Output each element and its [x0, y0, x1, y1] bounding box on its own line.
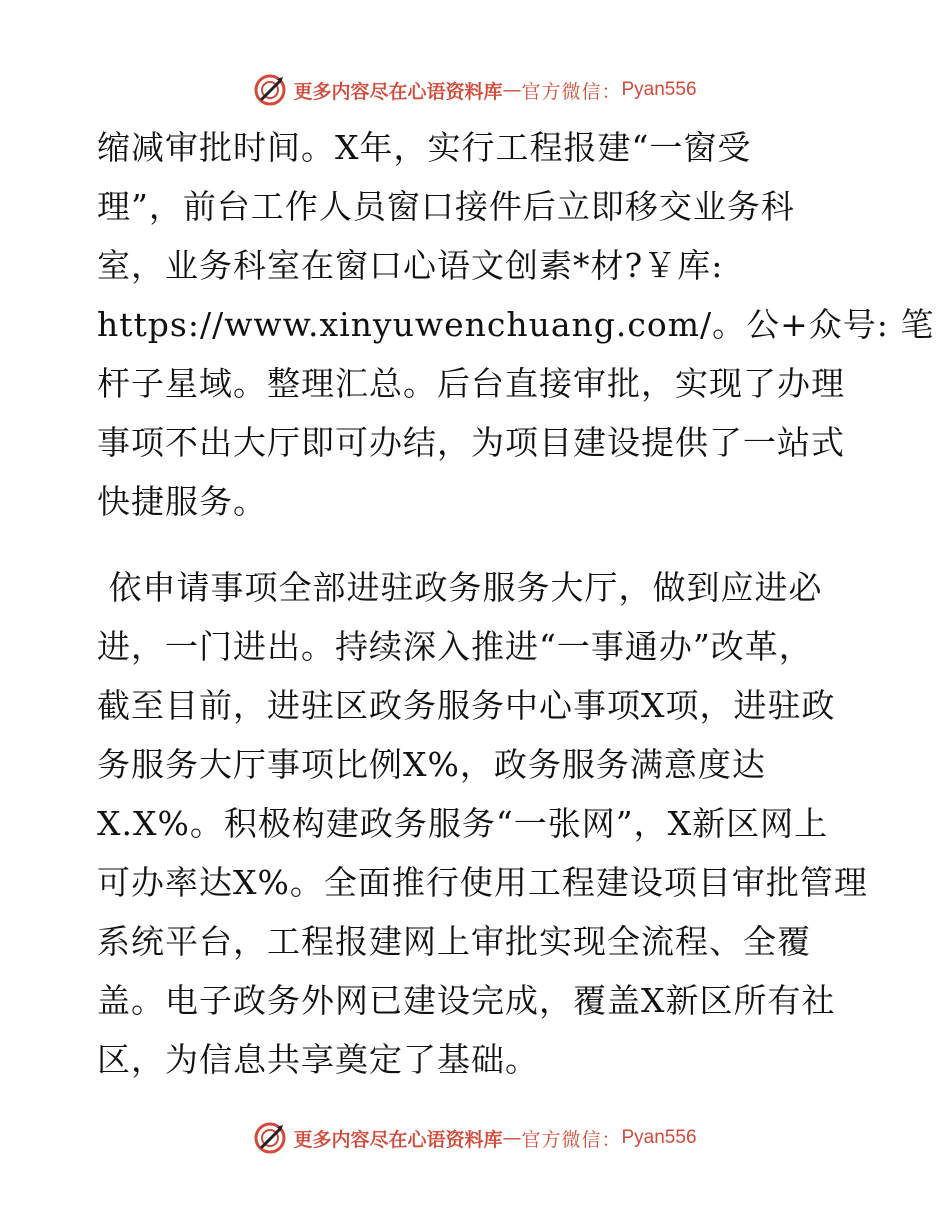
paragraph-1: [97, 118, 935, 531]
text-line: 系统平台，工程报建网上审批实现全流程、全覆: [97, 922, 811, 961]
banner-title: 更多内容尽在心语资料库: [293, 1128, 503, 1151]
banner-title: 更多内容尽在心语资料库: [293, 80, 503, 103]
paragraph-2: [97, 558, 867, 1089]
text-line: 快捷服务。: [97, 482, 267, 521]
text-line: 理”，前台工作人员窗口接件后立即移交业务科: [97, 187, 795, 226]
text-line: 进，一门进出。持续深入推进“一事通办”改革，: [97, 627, 813, 666]
text-line: 室，业务科室在窗口心语文创素*材?￥库:: [97, 246, 724, 285]
text-line: 截至目前，进驻区政务服务中心事项X项，进驻政: [97, 686, 836, 725]
text-line: 事项不出大厅即可办结，为项目建设提供了一站式: [97, 423, 845, 462]
text-line: 缩减审批时间。X年，实行工程报建“一窗受: [97, 128, 752, 167]
text-line: 务服务大厅事项比例X%，政务服务满意度达: [97, 745, 766, 784]
brush-circle-logo-icon: [253, 73, 287, 107]
banner-wechat-label: 官方微信：: [521, 1128, 622, 1151]
header-banner: [0, 70, 950, 110]
banner-separator: —: [502, 1127, 522, 1149]
text-line: 盖。电子政务外网已建设完成，覆盖X新区所有社: [97, 981, 836, 1020]
text-line: 区，为信息共享奠定了基础。: [97, 1040, 539, 1079]
banner-separator: —: [502, 79, 522, 101]
text-line: https://www.xinyuwenchuang.com/。公+众号: 笔: [97, 305, 935, 344]
banner-wechat-label: 官方微信：: [521, 80, 622, 103]
text-line: 可办率达X%。全面推行使用工程建设项目审批管理: [97, 863, 868, 902]
document-body: [97, 118, 935, 1089]
banner-wechat-id: Pyan556: [621, 1127, 697, 1148]
footer-banner: [0, 1118, 950, 1158]
paragraph-gap: [97, 531, 867, 558]
banner-wechat-id: Pyan556: [621, 79, 697, 100]
brush-circle-logo-icon: [253, 1121, 287, 1155]
text-line: 依申请事项全部进驻政务服务大厅，做到应进必: [97, 568, 823, 607]
text-line: X.X%。积极构建政务服务“一张网”，X新区网上: [97, 804, 829, 843]
text-line: 杆子星域。整理汇总。后台直接审批，实现了办理: [97, 364, 845, 403]
